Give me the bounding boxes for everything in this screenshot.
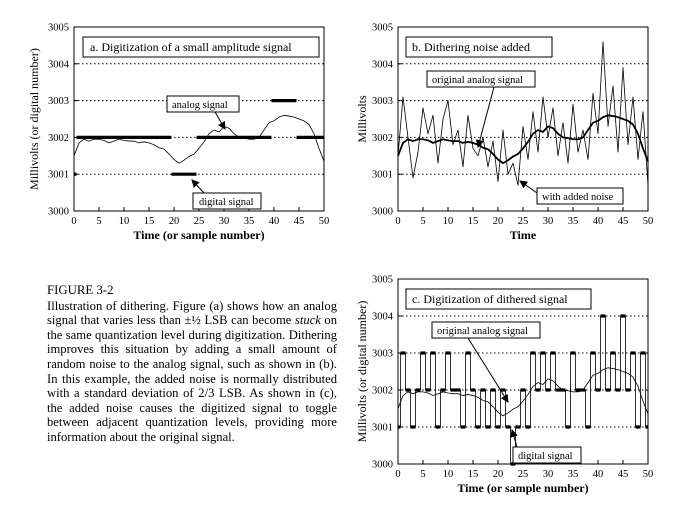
caption-text-after: on the same quantization level during digitization. Dithering improves this situation by adding a small amount of random noise to the analog signal, such as shown in (b). In this example, the added noise is normally distributed with a standard deviation of 2/3 LSB. As shown in (c), the added noise causes the digitized signal to toggle between adjacent quantization levels, providing more information about the original signal. [47, 313, 337, 444]
y-tick-label: 3002 [48, 132, 69, 144]
x-tick-label: 30 [542, 469, 554, 480]
caption-body [47, 299, 337, 445]
series-with-added-noise-line [398, 42, 648, 186]
chart-title: b. Dithering noise added [412, 40, 530, 54]
x-tick-label: 10 [442, 216, 454, 227]
annotation-label: original analog signal [437, 326, 528, 337]
caption-emphasis: stuck [294, 313, 321, 328]
y-tick-label: 3004 [372, 311, 393, 323]
x-tick-label: 25 [517, 216, 529, 227]
y-tick-label: 3005 [48, 22, 69, 34]
y-tick-label: 3002 [372, 132, 393, 144]
x-tick-label: 15 [467, 216, 479, 227]
chart-a [27, 23, 329, 243]
x-tick-label: 10 [118, 216, 130, 227]
x-tick-label: 5 [96, 216, 102, 227]
annotation-arrow [520, 181, 537, 193]
annotation-arrow [512, 430, 517, 447]
y-axis-label: Millivolts (or digital number) [27, 48, 41, 190]
x-axis-label: Time (or sample number) [457, 481, 589, 495]
x-tick-label: 10 [442, 469, 454, 480]
annotation-label: digital signal [518, 451, 573, 462]
y-axis-label: Millivolts (or digital number) [355, 300, 369, 443]
x-tick-label: 20 [492, 216, 504, 227]
x-tick-label: 0 [395, 469, 401, 480]
annotation-label: digital signal [199, 197, 254, 208]
x-tick-label: 15 [143, 216, 155, 227]
y-tick-label: 3005 [372, 274, 393, 286]
x-tick-label: 5 [420, 469, 426, 480]
y-tick-label: 3003 [48, 96, 69, 108]
y-tick-label: 3001 [48, 169, 69, 181]
x-tick-label: 50 [642, 469, 654, 480]
chart-title: c. Digitization of dithered signal [412, 292, 568, 306]
x-axis-label: Time (or sample number) [133, 228, 265, 242]
x-tick-label: 35 [567, 216, 579, 227]
x-tick-label: 45 [617, 469, 629, 480]
x-tick-label: 25 [517, 469, 529, 480]
x-tick-label: 45 [293, 216, 305, 227]
x-tick-label: 35 [567, 469, 579, 480]
y-tick-label: 3003 [372, 348, 393, 360]
x-tick-label: 30 [218, 216, 230, 227]
y-tick-label: 3004 [372, 59, 393, 71]
y-tick-label: 3002 [372, 385, 393, 397]
annotation-label: with added noise [542, 192, 614, 203]
y-tick-label: 3001 [372, 169, 393, 181]
x-tick-label: 0 [395, 216, 401, 227]
x-tick-label: 0 [71, 216, 77, 227]
x-axis-label: Time [509, 228, 537, 242]
y-tick-label: 3005 [372, 22, 393, 34]
y-tick-label: 3004 [48, 59, 69, 71]
y-tick-label: 3000 [48, 206, 69, 218]
x-tick-label: 50 [642, 216, 654, 227]
y-tick-label: 3000 [372, 459, 393, 471]
x-tick-label: 35 [243, 216, 255, 227]
y-axis-label: Millivolts [355, 95, 369, 143]
y-tick-label: 3003 [372, 96, 393, 108]
annotation-label: original analog signal [432, 75, 523, 86]
annotation-arrow [478, 87, 494, 147]
series-analog-signal-line [74, 115, 324, 163]
x-tick-label: 20 [168, 216, 180, 227]
x-tick-label: 50 [318, 216, 330, 227]
figure-caption [47, 283, 337, 445]
annotation-arrow [468, 338, 508, 402]
x-tick-label: 15 [467, 469, 479, 480]
annotation-label: analog signal [172, 100, 228, 111]
y-tick-label: 3000 [372, 206, 393, 218]
annotation-arrow [215, 112, 225, 129]
x-tick-label: 45 [617, 216, 629, 227]
x-tick-label: 25 [193, 216, 205, 227]
x-tick-label: 20 [492, 469, 504, 480]
x-tick-label: 5 [420, 216, 426, 227]
caption-title: FIGURE 3-2 [47, 283, 114, 297]
x-tick-label: 30 [542, 216, 554, 227]
x-tick-label: 40 [268, 216, 280, 227]
chart-c [355, 275, 653, 496]
chart-title: a. Digitization of a small amplitude signal [90, 40, 292, 54]
chart-b [355, 23, 653, 243]
y-tick-label: 3001 [372, 422, 393, 434]
annotation-arrow [192, 180, 204, 193]
caption-text-before: Illustration of dithering. Figure (a) shows how an analog signal that varies less than ±½ LSB can become [47, 298, 337, 328]
x-tick-label: 40 [592, 216, 604, 227]
x-tick-label: 40 [592, 469, 604, 480]
